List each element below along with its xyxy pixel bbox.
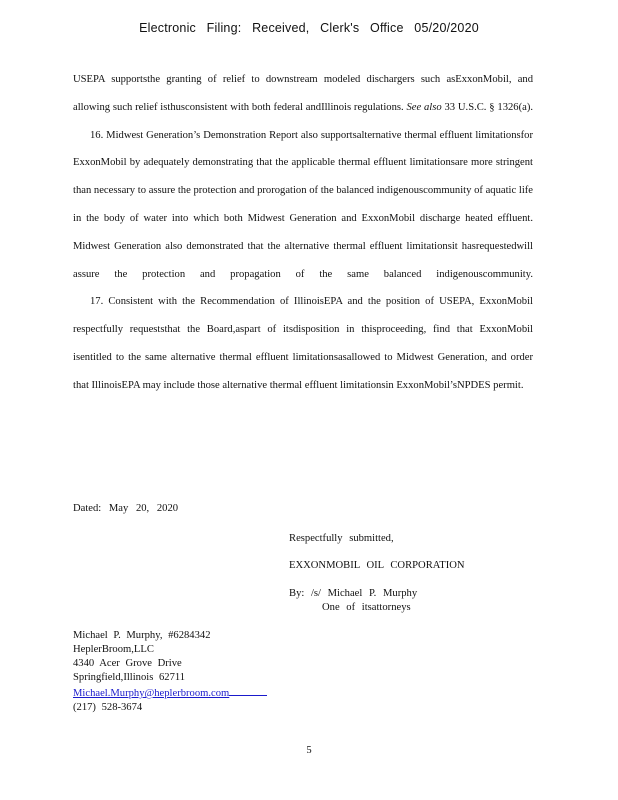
signature-role: One of itsattorneys: [322, 602, 411, 613]
attorney-email: Michael.Murphy@heplerbroom.com: [73, 688, 230, 699]
paragraph-usepa-relief: [73, 66, 533, 122]
paragraph-usepa-text: USEPA supportsthe granting of relief to downstream modeled dischargers such asExxonMobil, and allowing such relief isthusconsistent with both federal andIllinois regulations.: [73, 74, 533, 113]
signature-party: EXXONMOBIL OIL CORPORATION: [289, 560, 465, 571]
signature-closing: Respectfully submitted,: [289, 533, 394, 544]
attorney-name: Michael P. Murphy, #6284342: [73, 630, 211, 641]
attorney-street: 4340 Acer Grove Drive: [73, 658, 182, 669]
attorney-contact-block: [73, 629, 267, 715]
paragraph-16: 16. Midwest Generation’s Demonstration Report also supportsalternative thermal effluent limitationsfor ExxonMobil by adequately demonstrating that the applicable thermal effluent limitationsare more stringent than necessary to assure the protection and prorogation of the balanced indigenouscommunity of aquatic life in the body of water into which both Midwest Generation and ExxonMobil discharge heated effluent. Midwest Generation also demonstrated that the alternative thermal effluent limitationsit hasrequestedwill assure the protection and propagation of the same balanced indigenouscommunity.: [73, 129, 533, 280]
page-number: 5: [306, 745, 312, 756]
citation-signal: See also: [406, 101, 442, 113]
link-underline: [229, 685, 267, 696]
attorney-firm: HeplerBroom,LLC: [73, 644, 154, 655]
paragraph-17: 17. Consistent with the Recommendation of IllinoisEPA and the position of USEPA, ExxonMobil respectfully requeststhat the Board,aspart of itsdisposition in thisproceeding, find that ExxonMobil isentitled to the same alternative thermal effluent limitationsasallowed to Midwest Generation, and order that IllinoisEPA may include those alternative thermal effluent limitationsin ExxonMobil’sNPDES permit.: [73, 296, 533, 391]
document-body: [73, 66, 533, 400]
electronic-filing-header: Electronic Filing: Received, Clerk's Office 05/20/2020: [139, 21, 479, 35]
attorney-email-link[interactable]: [73, 688, 267, 699]
attorney-city: Springfield,Illinois 62711: [73, 672, 186, 683]
signature-by-line: By: /s/ Michael P. Murphy: [289, 588, 418, 599]
citation-tail: 33 U.S.C. § 1326(a).: [441, 101, 533, 113]
attorney-phone: (217) 528-3674: [73, 702, 143, 713]
date-line: Dated: May 20, 2020: [73, 503, 179, 514]
